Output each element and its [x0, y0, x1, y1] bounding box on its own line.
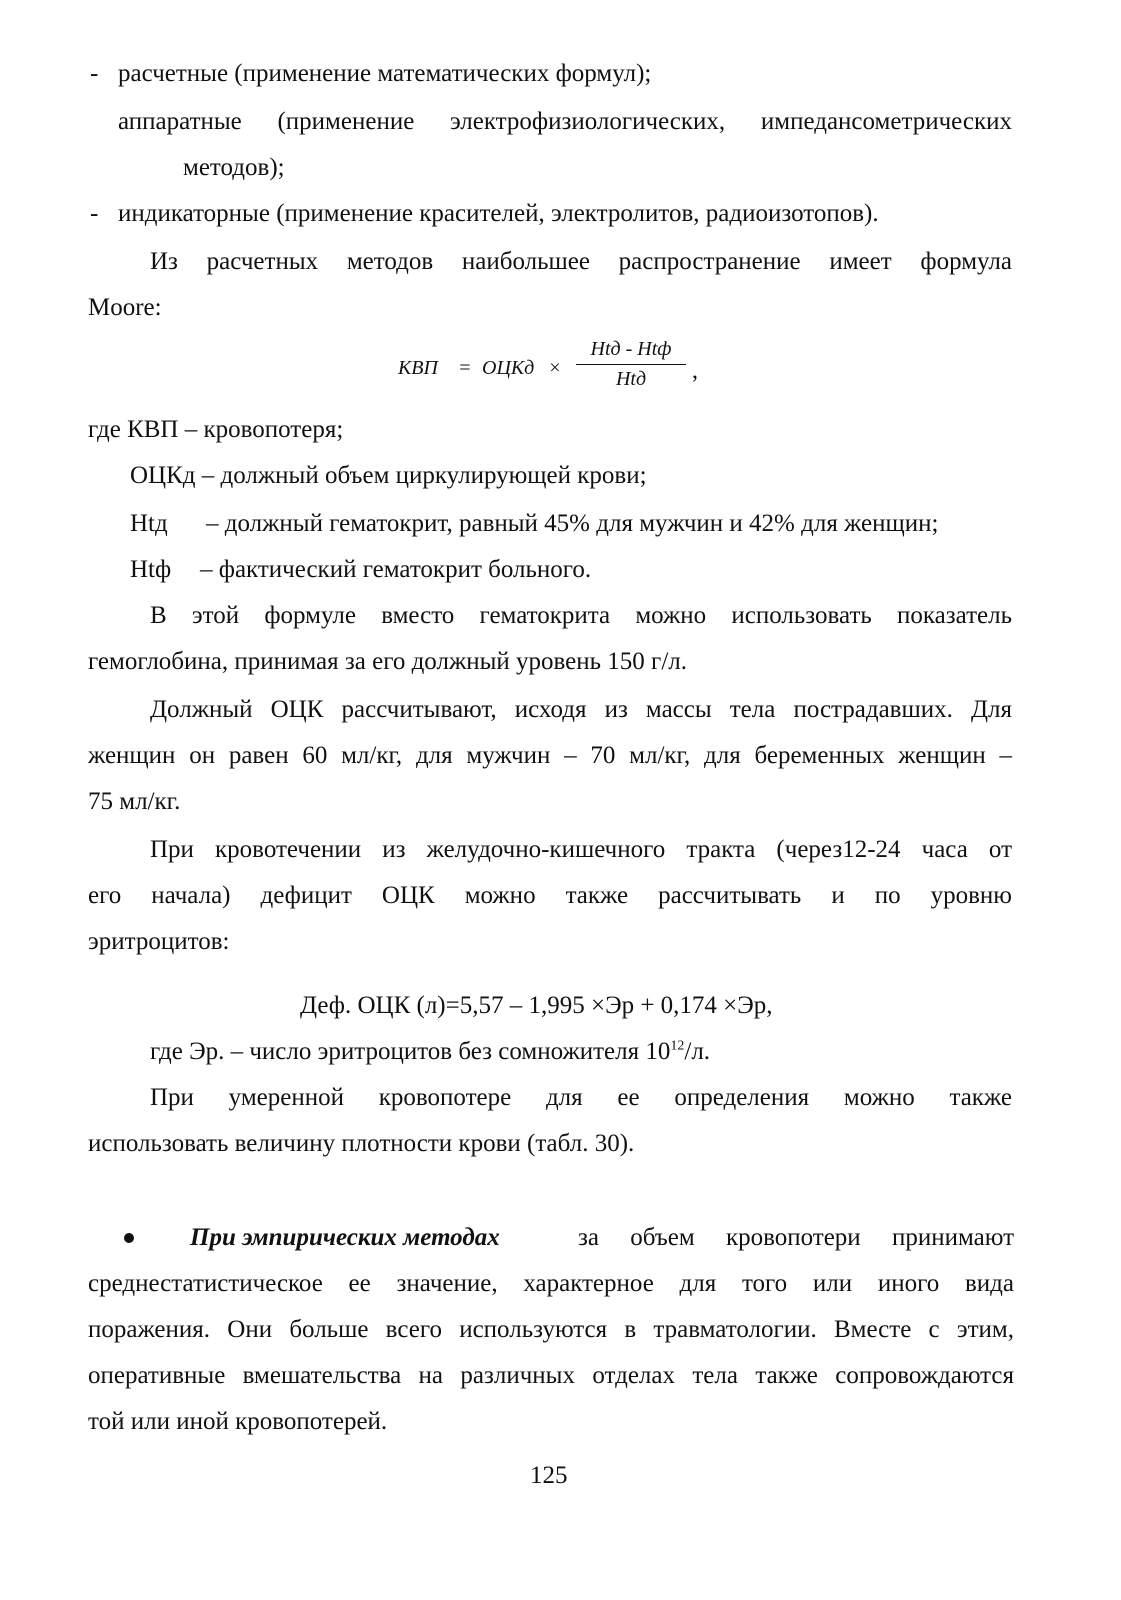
where-definition: – фактический гематокрит больного.: [200, 556, 592, 583]
formula-denominator: Htд: [615, 368, 647, 390]
paragraph-line: оперативные вмешательства на различных отделах тела также сопровождаются: [88, 1362, 1014, 1389]
formula-term: ОЦКд: [482, 357, 535, 379]
list-item-indicator: индикаторные (применение красителей, электролитов, радиоизотопов).: [118, 200, 879, 227]
paragraph-line: При кровотечении из желудочно-кишечного тракта (через12-24 часа от: [150, 836, 1012, 863]
formula-times: ×: [548, 357, 562, 379]
list-item-hardware: аппаратные (применение электрофизиологических, импедансометрических: [118, 108, 1012, 135]
formula-ocv-deficit: Деф. ОЦК (л)=5,57 – 1,995 ×Эр + 0,174 ×Эр,: [300, 992, 773, 1019]
paragraph-line: Moore:: [88, 294, 162, 321]
paragraph-line: В этой формуле вместо гематокрита можно использовать показатель: [150, 602, 1012, 629]
list-item-calc: расчетные (применение математических формул);: [118, 60, 652, 87]
where-line: ОЦКд – должный объем циркулирующей крови;: [130, 462, 647, 489]
paragraph-line: гемоглобина, принимая за его должный уровень 150 г/л.: [88, 648, 687, 675]
formula-blood-loss: [398, 338, 728, 402]
where-line-erythrocytes: где Эр. – число эритроцитов без сомножителя $10^{12}/л$.: [150, 1038, 711, 1065]
where-definition: – должный гематокрит, равный 45% для мужчин и 42% для женщин;: [206, 510, 939, 537]
paragraph-line: Должный ОЦК рассчитывают, исходя из массы тела пострадавших. Для: [150, 696, 1012, 723]
fraction-bar: [576, 364, 686, 365]
formula-numerator: Htд - Htф: [590, 338, 672, 360]
paragraph-line: эритроцитов:: [88, 928, 230, 955]
paragraph-line: среднестатистическое ее значение, характерное для того или иного вида: [88, 1270, 1014, 1297]
page-number: 125: [530, 1462, 568, 1489]
where-term: Htд: [130, 510, 168, 537]
list-item-hardware-cont: методов);: [183, 154, 285, 181]
paragraph-line: При умеренной кровопотере для ее определения можно также: [150, 1084, 1012, 1111]
formula-equals: =: [458, 357, 472, 379]
paragraph-line: его начала) дефицит ОЦК можно также рассчитывать и по уровню: [88, 882, 1012, 909]
formula-fraction: [576, 338, 686, 398]
paragraph-line: за объем кровопотери принимают: [578, 1224, 1014, 1251]
paragraph-line: Из расчетных методов наибольшее распространение имеет формула: [150, 248, 1012, 275]
list-dash: -: [90, 60, 99, 87]
paragraph-line: поражения. Они больше всего используются в травматологии. Вместе с этим,: [88, 1316, 1014, 1343]
where-line: где КВП – кровопотеря;: [88, 416, 344, 443]
formula-lhs: КВП: [398, 357, 438, 379]
list-dash: -: [90, 200, 99, 227]
paragraph-line: той или иной кровопотерей.: [88, 1408, 388, 1435]
formula-comma: ,: [692, 358, 698, 384]
bullet-icon: [124, 1233, 134, 1243]
paragraph-line: женщин он равен 60 мл/кг, для мужчин – 70 мл/кг, для беременных женщин –: [88, 742, 1012, 769]
bullet-emphasis: При эмпирических методах: [190, 1224, 500, 1251]
where-term: Htф: [130, 556, 172, 583]
paragraph-line: использовать величину плотности крови (табл. 30).: [88, 1130, 635, 1157]
paragraph-line: 75 мл/кг.: [88, 788, 181, 815]
